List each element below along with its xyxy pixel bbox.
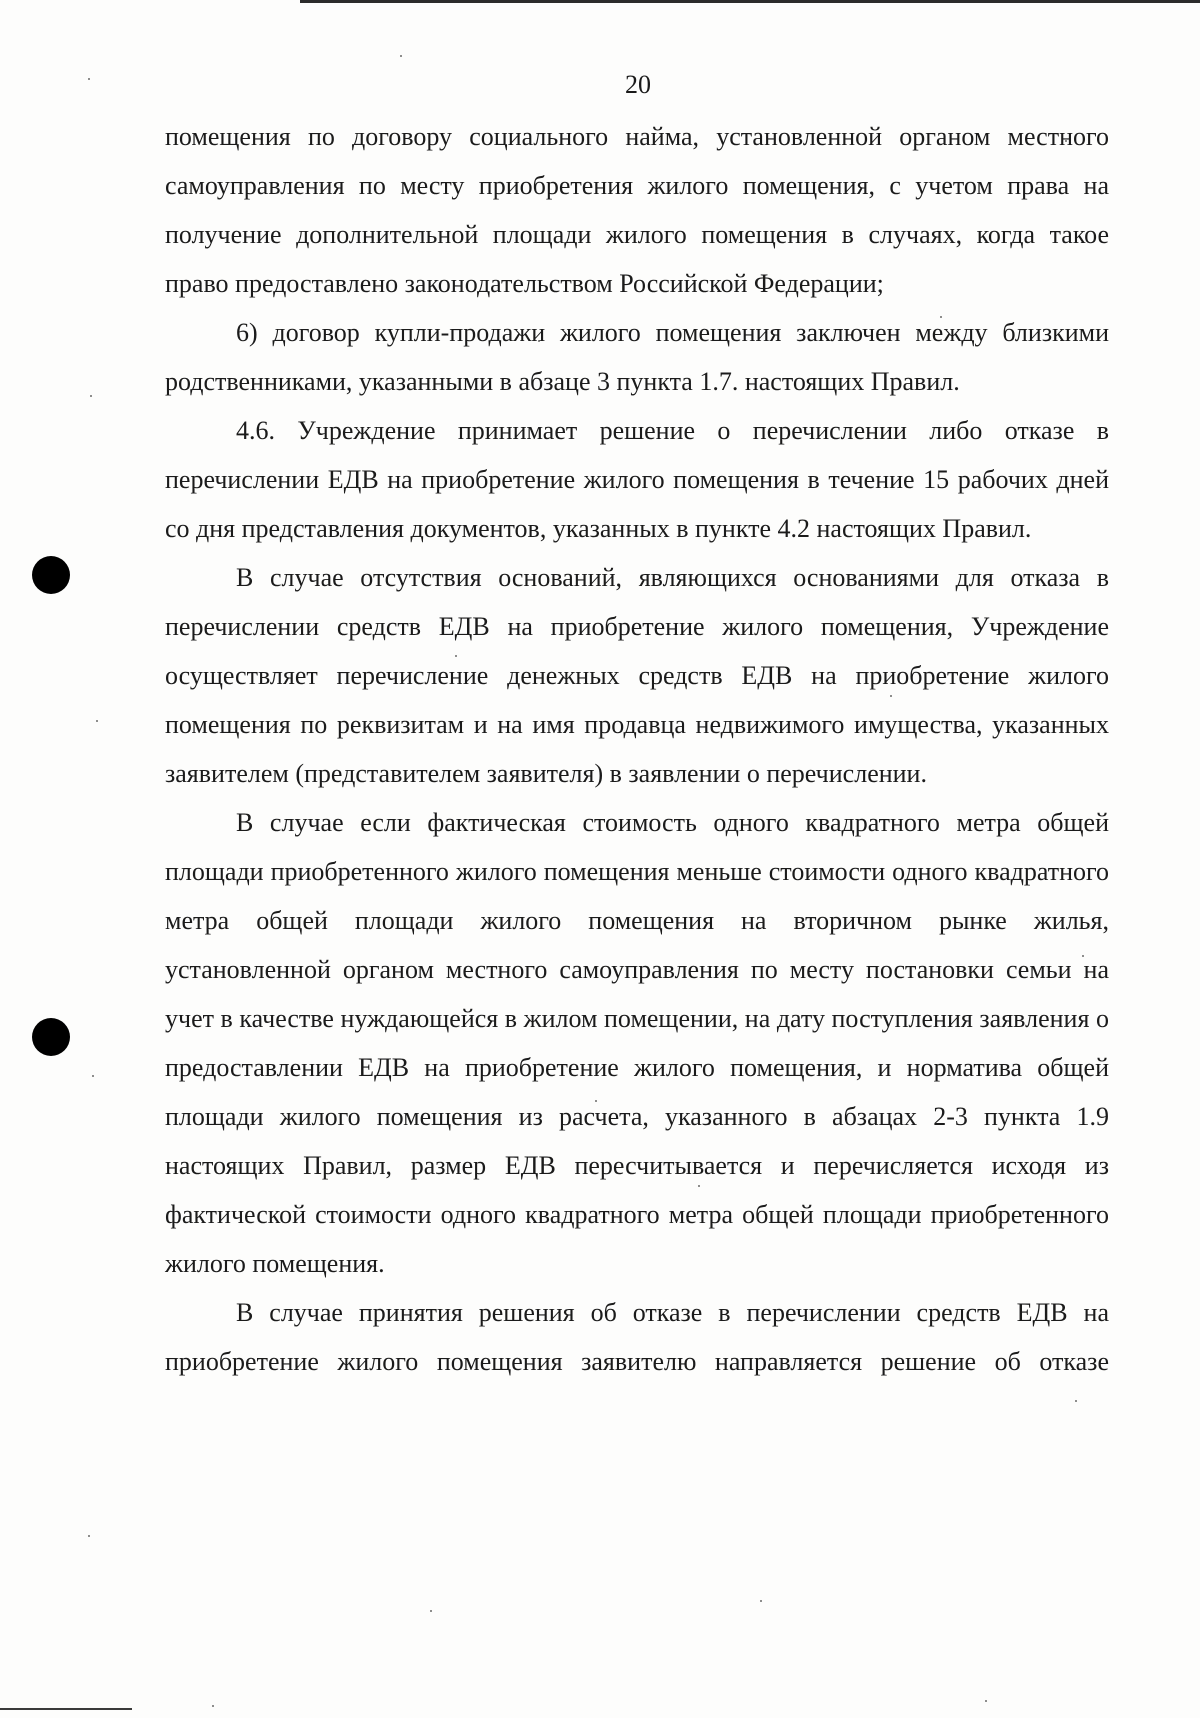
scan-speck: [212, 1705, 214, 1707]
paragraph: В случае принятия решения об отказе в перечислении средств ЕДВ на приобретение жилого помещения заявителю направляется решение об отказе: [165, 1298, 1109, 1376]
paragraph: 6) договор купли-продажи жилого помещения заключен между близкими родственниками, указанными в абзаце 3 пункта 1.7. настоящих Правил.: [165, 318, 1109, 396]
punch-hole-mark: [32, 556, 70, 594]
paragraph: 4.6. Учреждение принимает решение о перечислении либо отказе в перечислении ЕДВ на приобретение жилого помещения в течение 15 рабочих дней со дня представления документов, указанных в пункте 4.2 настоящих Правил.: [165, 416, 1109, 543]
page-number: 20: [625, 70, 651, 99]
scan-speck: [1075, 1400, 1077, 1402]
scan-speck: [92, 1075, 94, 1077]
scan-edge-line-bottom: [0, 1708, 132, 1710]
paragraph: В случае если фактическая стоимость одного квадратного метра общей площади приобретенного жилого помещения меньше стоимости одного квадратного метра общей площади жилого помещения на вторичном рынке жилья, установленной органом местного самоуправления по месту постановки семьи на учет в качестве нуждающейся в жилом помещении, на дату поступления заявления о предоставлении ЕДВ на приобретение жилого помещения, и норматива общей площади жилого помещения из расчета, указанного в абзацах 2-3 пункта 1.9 настоящих Правил, размер ЕДВ пересчитывается и перечисляется исходя из фактической стоимости одного квадратного метра общей площади приобретенного жилого помещения.: [165, 808, 1109, 1278]
scan-speck: [760, 1600, 762, 1602]
paragraph: В случае отсутствия оснований, являющихся основаниями для отказа в перечислении средств ЕДВ на приобретение жилого помещения, Учреждение осуществляет перечисление денежных средств ЕДВ на приобретение жилого помещения по реквизитам и на имя продавца недвижимого имущества, указанных заявителем (представителем заявителя) в заявлении о перечислении.: [165, 563, 1109, 788]
scan-speck: [985, 1700, 987, 1702]
scan-speck: [400, 55, 402, 57]
paragraph: помещения по договору социального найма, установленной органом местного самоуправления по месту приобретения жилого помещения, с учетом права на получение дополнительной площади жилого помещения в случаях, когда такое право предоставлено законодательством Российской Федерации;: [165, 122, 1109, 298]
body-text: [165, 112, 1109, 1386]
scan-edge-line-top: [300, 0, 1200, 3]
scan-speck: [90, 395, 92, 397]
scan-speck: [430, 1610, 432, 1612]
scan-speck: [96, 720, 98, 722]
scan-speck: [88, 1535, 90, 1537]
punch-hole-mark: [32, 1018, 70, 1056]
